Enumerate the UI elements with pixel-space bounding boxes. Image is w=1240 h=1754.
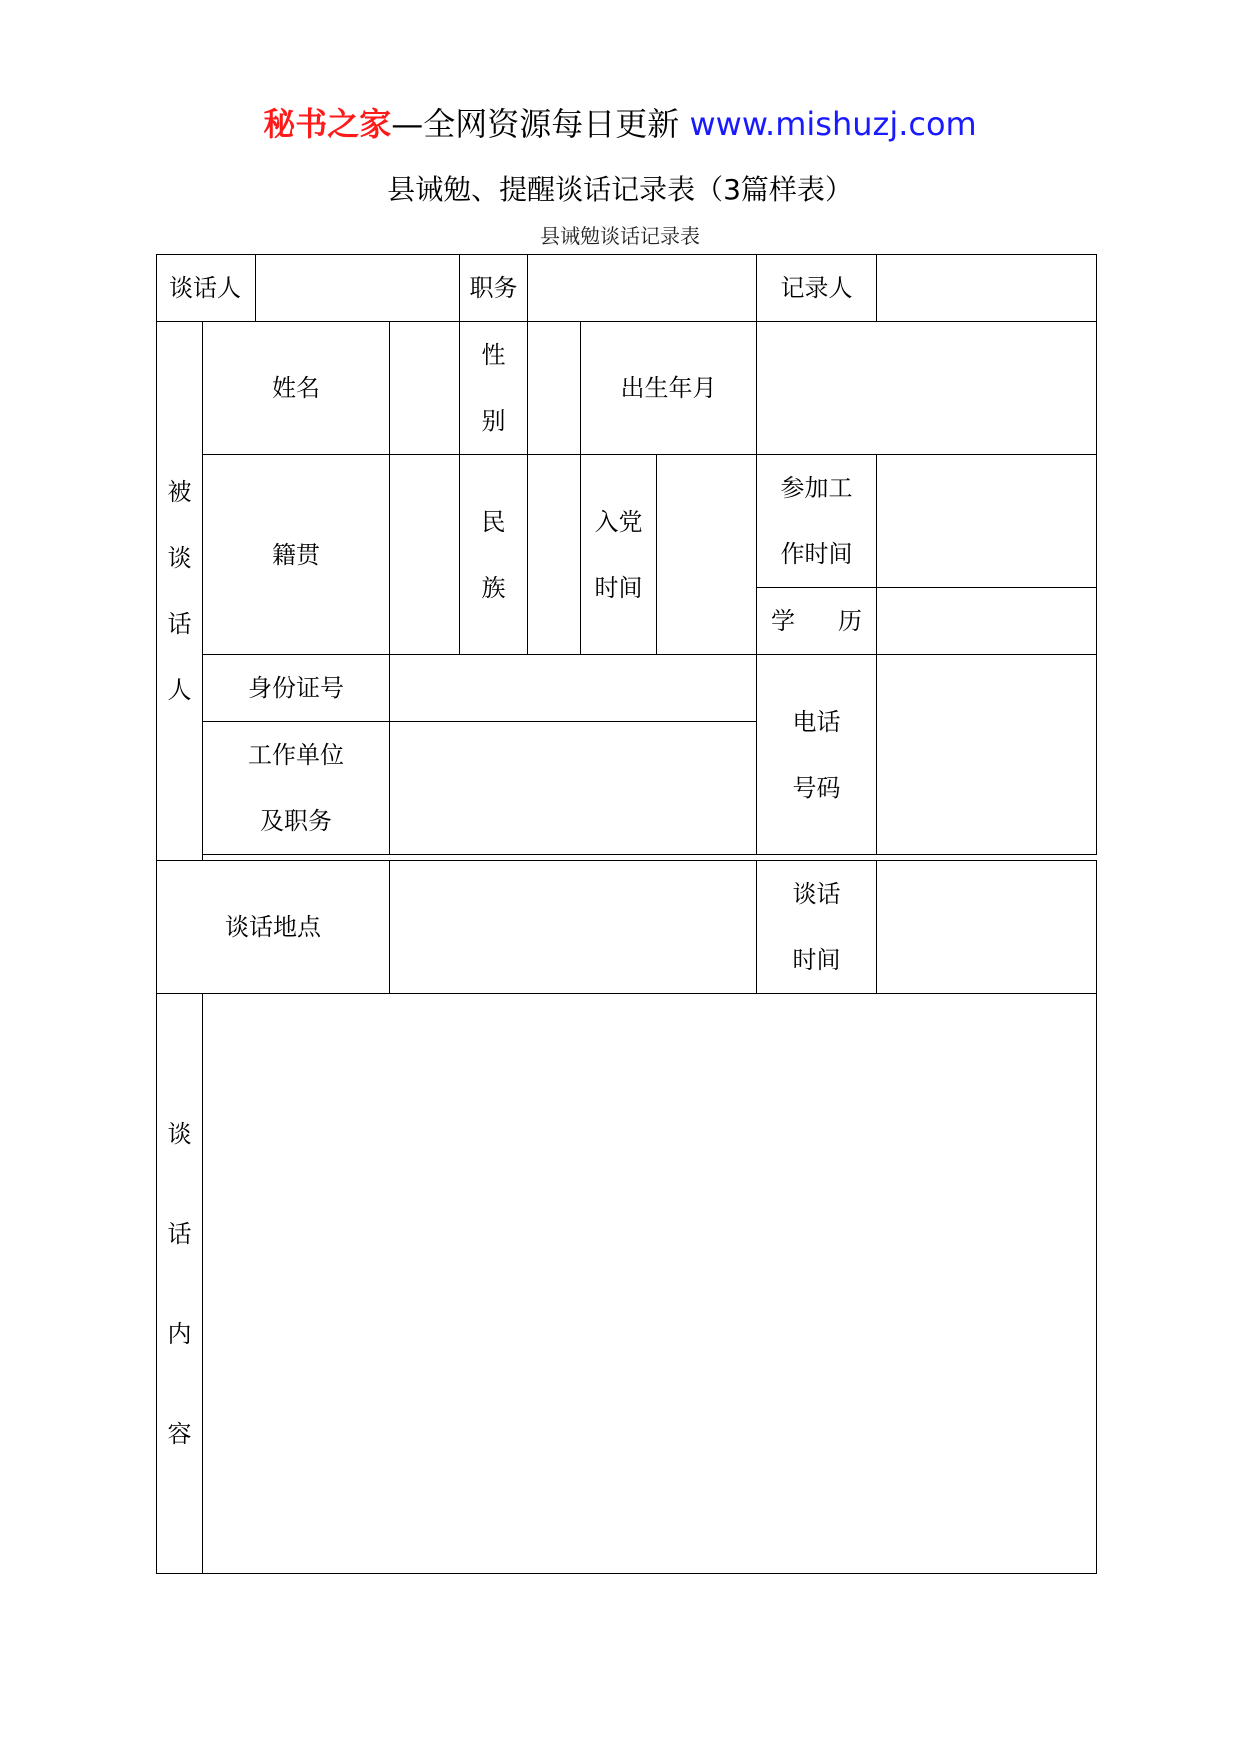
ethnicity-value-cell[interactable] bbox=[528, 455, 581, 655]
position-value-cell[interactable] bbox=[528, 255, 757, 322]
banner-url-link[interactable]: www.mishuzj.com bbox=[689, 105, 977, 143]
recorder-value-cell[interactable] bbox=[877, 255, 1097, 322]
form-subtitle: 县诫勉谈话记录表 bbox=[540, 224, 700, 248]
form-row-content bbox=[157, 994, 1097, 1574]
talker-label: 谈话人 bbox=[157, 255, 256, 322]
talk-time-label bbox=[757, 861, 877, 994]
interviewee-label bbox=[157, 322, 203, 861]
site-banner bbox=[0, 100, 1240, 148]
form-row-native-place bbox=[157, 455, 1097, 588]
employer-value-cell[interactable] bbox=[390, 722, 757, 855]
education-value-cell[interactable] bbox=[877, 588, 1097, 655]
birth-label: 出生年月 bbox=[581, 322, 757, 455]
banner-brand: 秘书之家 bbox=[263, 105, 392, 143]
phone-label bbox=[757, 655, 877, 855]
work-start-label bbox=[757, 455, 877, 588]
phone-value-cell[interactable] bbox=[877, 655, 1097, 855]
id-number-label: 身份证号 bbox=[203, 655, 390, 722]
gender-value-cell[interactable] bbox=[528, 322, 581, 455]
party-join-value-cell[interactable] bbox=[657, 455, 757, 655]
employer-label bbox=[203, 722, 390, 855]
content-label bbox=[157, 994, 203, 1574]
content-value-cell[interactable] bbox=[203, 994, 1097, 1574]
form-row-name bbox=[157, 322, 1097, 455]
employer-label-text: 工作单位及职务 bbox=[247, 741, 344, 835]
recorder-label: 记录人 bbox=[757, 255, 877, 322]
interview-record-form bbox=[156, 254, 1097, 1574]
banner-slogan: —全网资源每日更新 bbox=[391, 105, 680, 143]
form-row-id-number bbox=[157, 655, 1097, 722]
ethnicity-label-text: 民族 bbox=[481, 507, 506, 602]
gender-label bbox=[460, 322, 528, 455]
location-label: 谈话地点 bbox=[157, 861, 390, 994]
native-place-label: 籍贯 bbox=[203, 455, 390, 655]
interviewee-label-text: 被谈话人 bbox=[167, 478, 192, 704]
page-title: 县诫勉、提醒谈话记录表（3篇样表） bbox=[387, 173, 853, 206]
position-label: 职务 bbox=[460, 255, 528, 322]
id-number-value-cell[interactable] bbox=[390, 655, 757, 722]
phone-label-text: 电话号码 bbox=[792, 707, 841, 802]
work-start-label-text: 参加工作时间 bbox=[780, 474, 853, 568]
birth-value-cell[interactable] bbox=[757, 322, 1097, 455]
talk-time-label-text: 谈话时间 bbox=[792, 880, 841, 974]
form-row-location bbox=[157, 861, 1097, 994]
content-label-text: 谈话内容 bbox=[167, 1119, 192, 1448]
native-place-value-cell[interactable] bbox=[390, 455, 460, 655]
location-value-cell[interactable] bbox=[390, 861, 757, 994]
education-label: 学历 bbox=[757, 588, 877, 655]
party-join-label bbox=[581, 455, 657, 655]
work-start-value-cell[interactable] bbox=[877, 455, 1097, 588]
name-label: 姓名 bbox=[203, 322, 390, 455]
talk-time-value-cell[interactable] bbox=[877, 861, 1097, 994]
party-join-label-text: 入党时间 bbox=[594, 507, 643, 602]
name-value-cell[interactable] bbox=[390, 322, 460, 455]
gender-label-text: 性别 bbox=[481, 341, 506, 435]
talker-value-cell[interactable] bbox=[256, 255, 460, 322]
ethnicity-label bbox=[460, 455, 528, 655]
form-row-talker bbox=[157, 255, 1097, 322]
